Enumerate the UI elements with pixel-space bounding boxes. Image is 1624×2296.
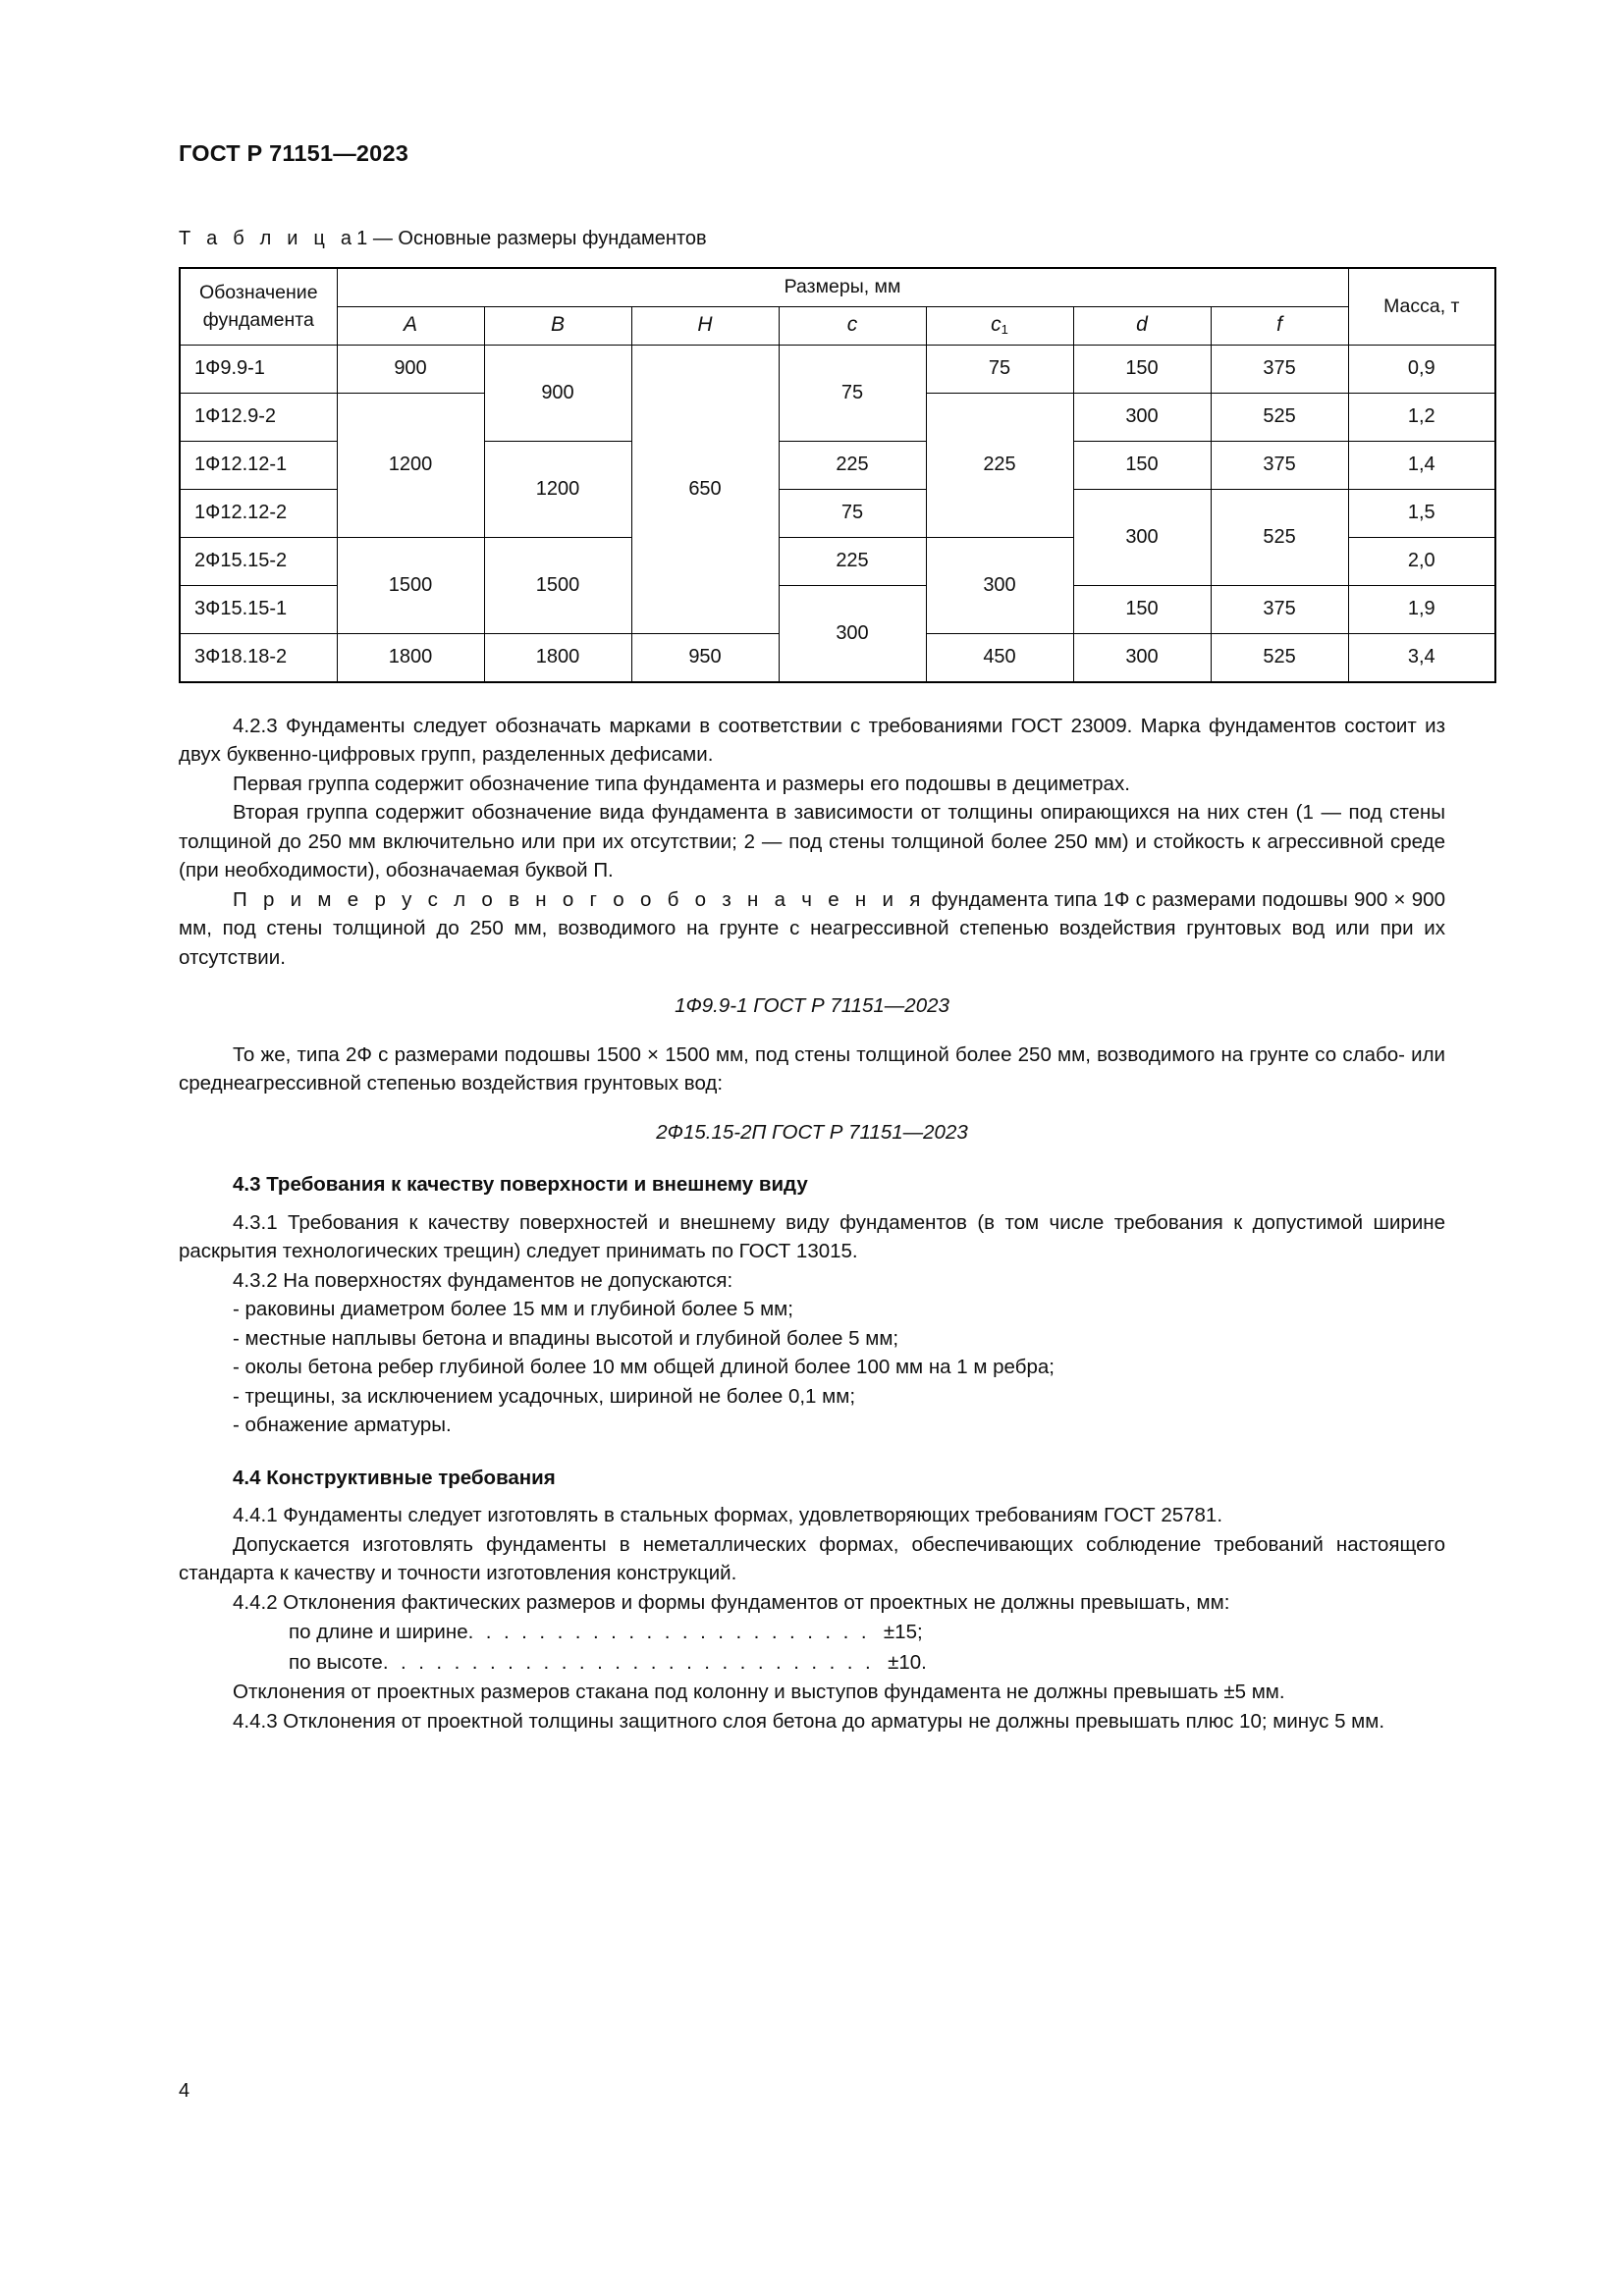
cell-mass: 1,9 [1348,585,1495,633]
cell-a: 900 [337,345,484,393]
header-dim-c1-subscript: 1 [1001,322,1008,338]
table-header-row-1 [180,268,1495,307]
cell-f: 525 [1211,489,1348,585]
cell-c: 225 [779,537,926,585]
header-designation [180,268,337,346]
table-row [180,345,1495,393]
header-designation-line2: фундамента [202,309,314,331]
paragraph-4-4-2b: Отклонения от проектных размеров стакана под колонну и выступов фундамента не должны превышать ±5 мм. [233,1681,1285,1703]
cell-mark: 1Ф12.12-1 [180,441,337,489]
header-dim-c1-base: c [991,313,1001,337]
heading-4-3: 4.3 Требования к качеству поверхности и внешнему виду [233,1173,808,1196]
header-designation-line1: Обозначение [198,281,318,303]
cell-mass: 3,4 [1348,633,1495,682]
cell-c1: 450 [926,633,1073,682]
example-text: фундамента типа 1Ф с размерами подошвы 900 × 900 мм, под стены толщиной до 250 мм, возводимого на грунте с неагрессивной степенью воздействия грунтовых вод или при их отсутствии. [179,887,1445,969]
leader-dots: . . . . . . . . . . . . . . . . . . . . . . . [467,1621,870,1643]
cell-d: 150 [1073,345,1211,393]
tolerance-line-length-width [179,1617,1445,1647]
list-item: - трещины, за исключением усадочных, шириной не более 0,1 мм; [233,1384,856,1408]
table-caption-text: 1 — Основные размеры фундаментов [356,227,707,249]
tolerance-line-height [179,1647,1445,1678]
cell-h: 950 [631,633,779,682]
leader-dots: . . . . . . . . . . . . . . . . . . . . . . . . . . . . [382,1651,875,1674]
cell-b: 1500 [484,537,631,633]
page-number: 4 [179,2080,190,2102]
cell-mark: 3Ф15.15-1 [180,585,337,633]
cell-mark: 2Ф15.15-2 [180,537,337,585]
cell-c: 75 [779,345,926,441]
paragraph-4-4-1b: Допускается изготовлять фундаменты в неметаллических формах, обеспечивающих соблюдение требований настоящего стандарта к качеству и точности изготовления конструкций. [179,1532,1445,1584]
paragraph-first-group: Первая группа содержит обозначение типа фундамента и размеры его подошвы в дециметрах. [233,772,1130,795]
cell-d: 300 [1073,489,1211,585]
header-dim-d: d [1073,306,1211,345]
table-caption-label: Т а б л и ц а [179,227,357,249]
tolerance-label: по высоте [289,1651,383,1674]
paragraph-4-4-3: 4.4.3 Отклонения от проектной толщины защитного слоя бетона до арматуры не должны превышать плюс 10; минус 5 мм. [233,1709,1385,1733]
tolerance-value: ±10. [888,1651,927,1674]
cell-c1: 225 [926,393,1073,537]
header-dim-a: A [337,306,484,345]
cell-f: 375 [1211,345,1348,393]
document-standard-title: ГОСТ Р 71151—2023 [179,140,408,166]
cell-h: 650 [631,345,779,633]
table-caption [179,227,1445,250]
paragraph-4-2-3: 4.2.3 Фундаменты следует обозначать марками в соответствии с требованиями ГОСТ 23009. Марка фундаментов состоит из двух буквенно-цифровых групп, разделенных дефисами. [179,714,1445,766]
paragraph-4-3-1: 4.3.1 Требования к качеству поверхностей и внешнему виду фундаментов (в том числе требования к допустимой ширине раскрытия технологических трещин) следует принимать по ГОСТ 13015. [179,1210,1445,1262]
cell-c1: 75 [926,345,1073,393]
cell-f: 375 [1211,441,1348,489]
cell-d: 150 [1073,585,1211,633]
cell-c: 75 [779,489,926,537]
header-dim-h: H [631,306,779,345]
paragraph-4-3-2: 4.3.2 На поверхностях фундаментов не допускаются: [233,1268,733,1292]
cell-mark: 3Ф18.18-2 [180,633,337,682]
cell-d: 300 [1073,393,1211,441]
header-dim-c1 [926,306,1073,345]
header-dim-c: c [779,306,926,345]
cell-f: 525 [1211,393,1348,441]
example-label-spaced: П р и м е р у с л о в н о г о о б о з н а ч е н и я [233,887,926,911]
cell-c: 300 [779,585,926,682]
cell-d: 150 [1073,441,1211,489]
list-item: - обнажение арматуры. [233,1414,452,1436]
table-header-row-2 [180,306,1495,345]
header-sizes-group: Размеры, мм [337,268,1348,307]
designation-example-1: 1Ф9.9-1 ГОСТ Р 71151—2023 [675,994,949,1017]
cell-c: 225 [779,441,926,489]
foundation-dimensions-table [179,267,1496,683]
cell-mass: 1,5 [1348,489,1495,537]
paragraph-4-4-1: 4.4.1 Фундаменты следует изготовлять в стальных формах, удовлетворяющих требованиям ГОСТ 25781. [233,1504,1223,1526]
cell-c1: 300 [926,537,1073,633]
cell-mass: 1,2 [1348,393,1495,441]
designation-example-2: 2Ф15.15-2П ГОСТ Р 71151—2023 [656,1120,968,1144]
cell-f: 525 [1211,633,1348,682]
heading-4-4: 4.4 Конструктивные требования [233,1466,556,1489]
tolerance-value: ±15; [883,1621,923,1643]
list-item: - местные наплывы бетона и впадины высотой и глубиной более 5 мм; [233,1326,899,1350]
page-content [179,140,1460,1735]
cell-b: 900 [484,345,631,441]
cell-mark: 1Ф12.9-2 [180,393,337,441]
cell-a: 1800 [337,633,484,682]
paragraph-second-group: Вторая группа содержит обозначение вида фундамента в зависимости от толщины опирающихся на них стен (1 — под стены толщиной до 250 мм включительно или при их отсутствии; 2 — под стены толщиной более 250 мм) и стойкость к агрессивной среде (при необходимости), обозначаемая буквой П. [179,801,1445,881]
paragraph-4-4-2: 4.4.2 Отклонения фактических размеров и формы фундаментов от проектных не должны превышать, мм: [233,1590,1230,1614]
cell-mass: 1,4 [1348,441,1495,489]
header-dim-f: f [1211,306,1348,345]
paragraph-example-designation [179,885,1445,973]
cell-mark: 1Ф12.12-2 [180,489,337,537]
cell-mark: 1Ф9.9-1 [180,345,337,393]
cell-d: 300 [1073,633,1211,682]
cell-mass: 0,9 [1348,345,1495,393]
header-dim-b: B [484,306,631,345]
list-item: - околы бетона ребер глубиной более 10 мм общей длиной более 100 мм на 1 м ребра; [233,1356,1055,1378]
cell-a: 1500 [337,537,484,633]
cell-b: 1800 [484,633,631,682]
list-item: - раковины диаметром более 15 мм и глубиной более 5 мм; [233,1298,793,1320]
cell-b: 1200 [484,441,631,537]
cell-mass: 2,0 [1348,537,1495,585]
paragraph-same-type: То же, типа 2Ф с размерами подошвы 1500 × 1500 мм, под стены толщиной более 250 мм, возводимого на грунте со слабо- или среднеагрессивной степенью воздействия грунтовых вод: [179,1042,1445,1095]
cell-f: 375 [1211,585,1348,633]
cell-a: 1200 [337,393,484,537]
header-mass: Масса, т [1348,268,1495,346]
tolerance-label: по длине и ширине [289,1621,468,1643]
